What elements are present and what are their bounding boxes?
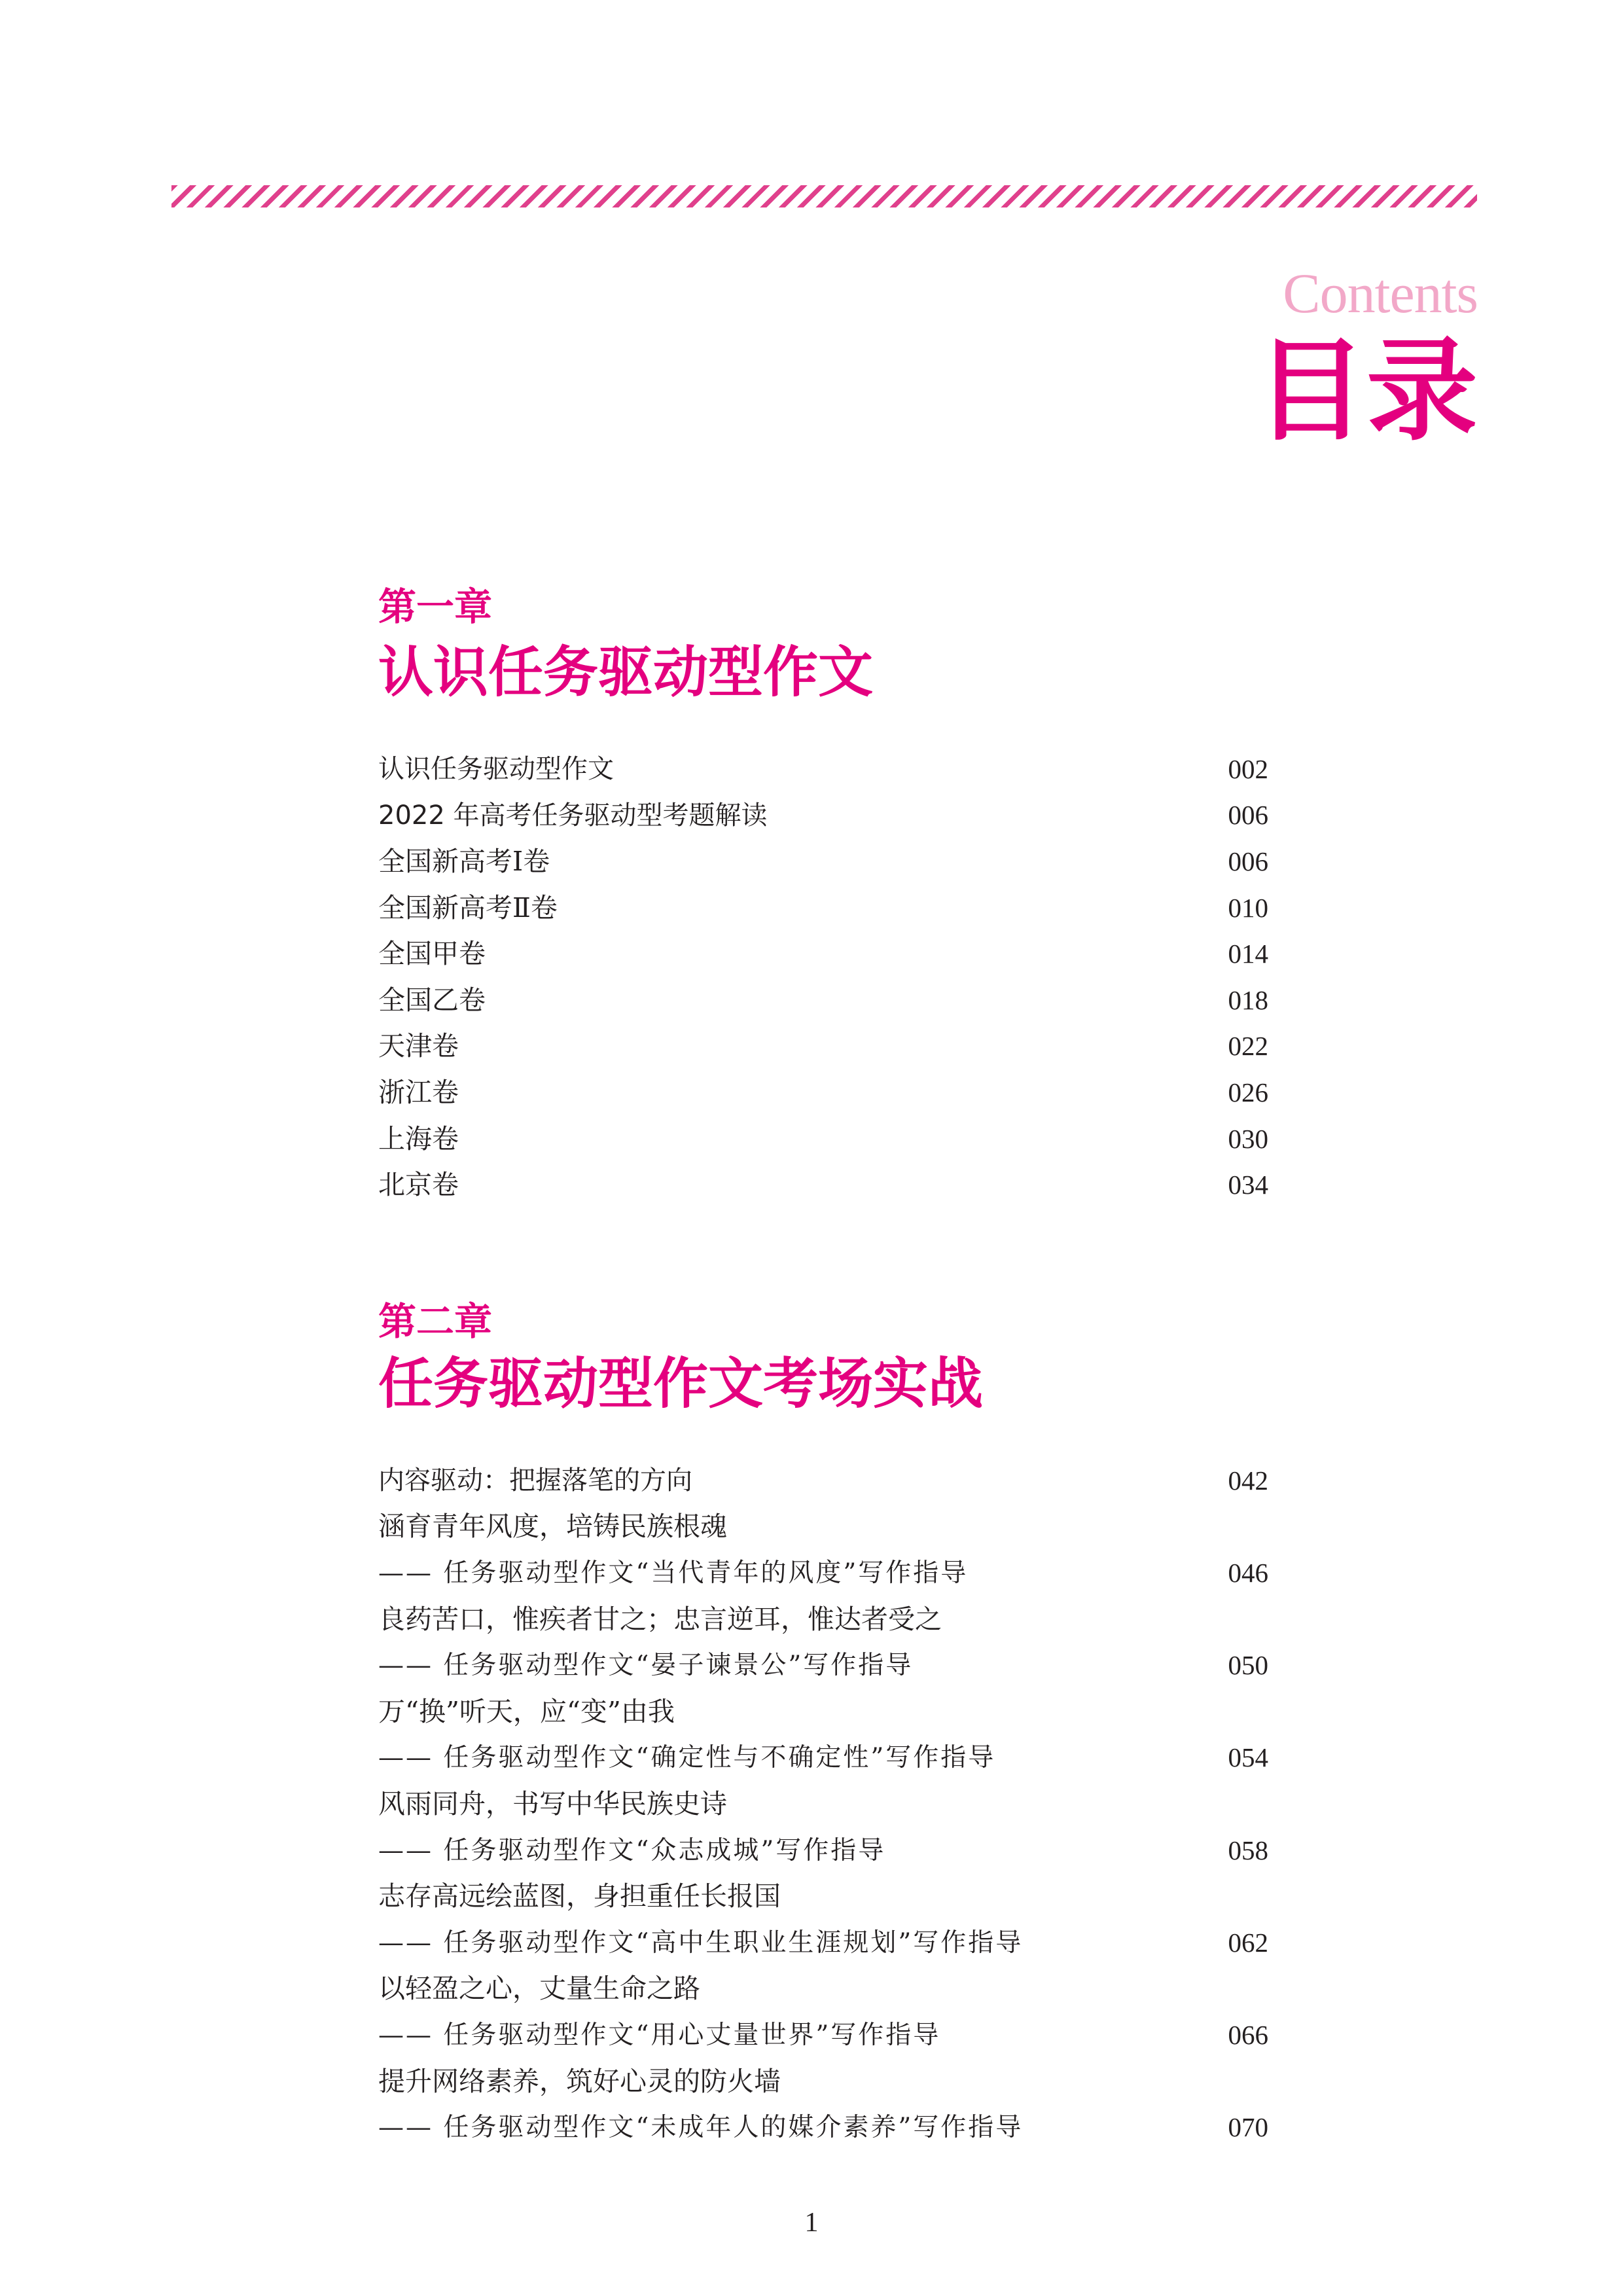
toc-entry-page: 026 <box>1228 1077 1268 1107</box>
toc-entry-title: 全国新高考Ⅰ卷 <box>378 845 550 877</box>
toc-entry-title: —— 任务驱动型作文“晏子谏景公”写作指导 <box>378 1651 914 1681</box>
chapter-2-number: 第二章 <box>378 1299 493 1344</box>
toc-entry-title: 良药苦口，惟疾者甘之；忠言逆耳，惟达者受之 <box>378 1603 942 1635</box>
toc-entry[interactable] <box>378 1920 1268 1966</box>
chapter-1-title: 认识任务驱动型作文 <box>378 639 874 704</box>
toc-entry-title: 以轻盈之心，丈量生命之路 <box>378 1973 700 2005</box>
toc-entry-page: 062 <box>1228 1927 1268 1958</box>
toc-entry-title: 认识任务驱动型作文 <box>378 754 614 785</box>
toc-entry-page: 046 <box>1228 1557 1268 1588</box>
toc-entry-title: 志存高远绘蓝图，身担重任长报国 <box>378 1880 781 1912</box>
toc-entry-title: —— 任务驱动型作文“众志成城”写作指导 <box>378 1835 886 1865</box>
toc-entry[interactable] <box>378 1596 1268 1643</box>
toc-entry-page: 018 <box>1228 984 1268 1015</box>
toc-entry[interactable] <box>378 1689 1268 1735</box>
contents-heading-zh: 目录 <box>1255 325 1478 456</box>
toc-entry-title: —— 任务驱动型作文“高中生职业生涯规划”写作指导 <box>378 1928 1024 1958</box>
toc-entry-page: 054 <box>1228 1742 1268 1773</box>
toc-entry-page: 002 <box>1228 753 1268 784</box>
toc-entry[interactable] <box>378 1024 1268 1070</box>
toc-entry-page: 070 <box>1228 2112 1268 2143</box>
toc-entry-title: 内容驱动：把握落笔的方向 <box>378 1465 692 1496</box>
toc-entry-page: 066 <box>1228 2019 1268 2050</box>
toc-entry-title: 提升网络素养，筑好心灵的防火墙 <box>378 2065 781 2097</box>
toc-entry[interactable] <box>378 1735 1268 1782</box>
toc-entry[interactable] <box>378 2058 1268 2105</box>
toc-entry[interactable] <box>378 1966 1268 2013</box>
toc-entry-page: 042 <box>1228 1465 1268 1496</box>
toc-entry[interactable] <box>378 1550 1268 1596</box>
toc-entry[interactable] <box>378 838 1268 885</box>
contents-heading-en: Contents <box>1283 262 1478 325</box>
chapter-1-toc <box>378 746 1268 1208</box>
toc-entry-title: 全国乙卷 <box>378 984 486 1016</box>
toc-entry[interactable] <box>378 1504 1268 1551</box>
toc-entry[interactable] <box>378 746 1268 793</box>
toc-entry-title: 2022 年高考任务驱动型考题解读 <box>378 800 768 831</box>
toc-entry[interactable] <box>378 1827 1268 1874</box>
toc-entry-page: 050 <box>1228 1650 1268 1681</box>
toc-entry[interactable] <box>378 1458 1268 1504</box>
toc-entry[interactable] <box>378 2104 1268 2151</box>
toc-entry-title: 风雨同舟，书写中华民族史诗 <box>378 1787 727 1820</box>
toc-entry-title: 天津卷 <box>378 1030 459 1062</box>
toc-entry-title: 上海卷 <box>378 1122 459 1155</box>
toc-entry-title: —— 任务驱动型作文“未成年人的媒介素养”写作指导 <box>378 2113 1024 2143</box>
toc-entry-page: 006 <box>1228 846 1268 876</box>
toc-entry-title: 北京卷 <box>378 1169 459 1201</box>
toc-entry[interactable] <box>378 1162 1268 1208</box>
toc-entry[interactable] <box>378 931 1268 977</box>
toc-entry[interactable] <box>378 1116 1268 1162</box>
toc-entry-page: 030 <box>1228 1123 1268 1154</box>
chapter-1-number: 第一章 <box>378 584 493 629</box>
toc-entry-title: 全国新高考Ⅱ卷 <box>378 891 558 924</box>
toc-entry-page: 058 <box>1228 1835 1268 1865</box>
decorative-stripe-band <box>171 185 1477 207</box>
page-number: 1 <box>804 2208 819 2238</box>
toc-entry[interactable] <box>378 2012 1268 2058</box>
toc-entry[interactable] <box>378 1781 1268 1827</box>
toc-entry-page: 010 <box>1228 892 1268 923</box>
toc-entry-page: 034 <box>1228 1170 1268 1200</box>
toc-entry[interactable] <box>378 793 1268 839</box>
toc-entry-page: 022 <box>1228 1031 1268 1062</box>
toc-entry-title: 浙江卷 <box>378 1076 459 1108</box>
chapter-2-title: 任务驱动型作文考场实战 <box>378 1351 984 1416</box>
toc-entry[interactable] <box>378 885 1268 931</box>
toc-entry-title: —— 任务驱动型作文“用心丈量世界”写作指导 <box>378 2020 941 2050</box>
toc-entry[interactable] <box>378 1069 1268 1116</box>
toc-entry-title: —— 任务驱动型作文“确定性与不确定性”写作指导 <box>378 1743 996 1773</box>
toc-entry-title: 涵育青年风度，培铸民族根魂 <box>378 1511 727 1543</box>
toc-entry-title: 全国甲卷 <box>378 938 486 970</box>
toc-entry-page: 014 <box>1228 939 1268 969</box>
toc-entry-title: 万“换”听天，应“变”由我 <box>378 1695 675 1727</box>
toc-entry[interactable] <box>378 1873 1268 1920</box>
toc-entry-title: —— 任务驱动型作文“当代青年的风度”写作指导 <box>378 1558 969 1588</box>
chapter-2-toc <box>378 1458 1268 2151</box>
toc-entry-page: 006 <box>1228 800 1268 831</box>
toc-entry[interactable] <box>378 1642 1268 1689</box>
toc-entry[interactable] <box>378 977 1268 1024</box>
